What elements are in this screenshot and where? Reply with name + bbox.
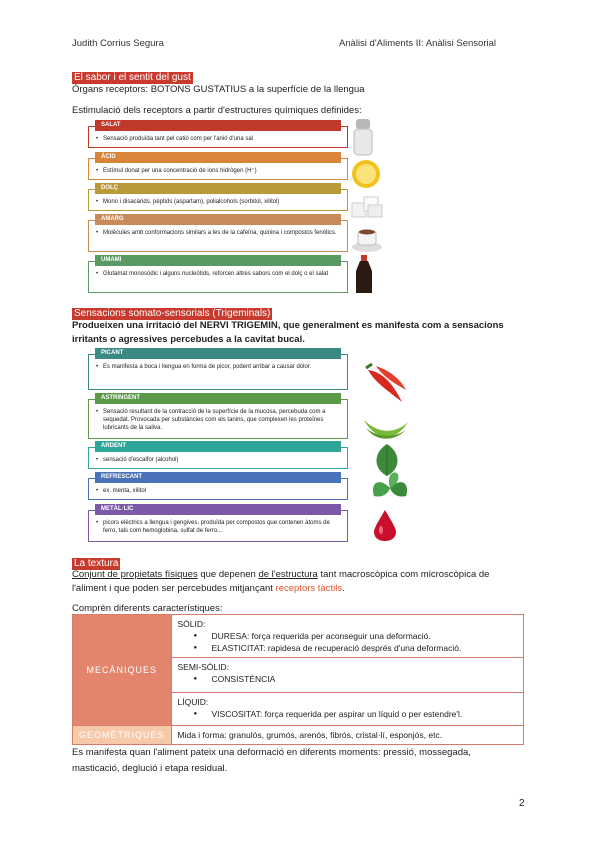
sense-card-text: • sensació d'escalfor (alcohol)	[89, 448, 347, 466]
sense-card-label: AMARG	[95, 214, 341, 225]
sense-card	[88, 350, 348, 390]
solid-cell	[171, 615, 523, 658]
texture-end-line2: masticació, deglució i etapa residual.	[72, 763, 228, 774]
sense-card	[88, 257, 348, 293]
sense-card-text: • picors elèctrics a llengua i gengives, produïda per compostos que contenen àtoms de ferro, tals com hemoglobina, sulfat de ferro...	[89, 511, 347, 537]
taste-section-title: El sabor i el sentit del gust	[74, 72, 191, 83]
trigeminal-paragraph-line2: irritants o agressives percebudes a la cavitat bucal.	[72, 334, 305, 345]
sense-card-label: REFRESCANT	[95, 472, 341, 483]
texture-table	[72, 614, 524, 745]
lemon-icon	[350, 157, 382, 191]
texture-l1d: tant macroscòpica com microscòpica de	[317, 569, 490, 580]
texture-l1a: Conjunt de propietats físiques	[72, 569, 198, 580]
liquid-cell	[171, 693, 523, 726]
liquid-item: ● VISCOSITAT: força requerida per aspirar un líquid o per estendre'l.	[212, 708, 517, 720]
sense-card-label: METÀL·LIC	[95, 504, 341, 515]
geometric-text: Mida i forma: granulós, grumós, arenós, fibrós, cristal·lí, esponjós, etc.	[171, 726, 523, 745]
texture-line2	[72, 581, 345, 596]
texture-comprises: Comprèn diferents característiques:	[72, 603, 223, 614]
sense-card-label: DOLÇ	[95, 183, 341, 194]
chili-pepper-icon	[362, 362, 410, 412]
texture-end-line1: Es manifesta quan l'aliment pateix una deformació en diferents moments: pressió, mossegada,	[72, 747, 471, 758]
sense-card	[88, 506, 348, 542]
mechanical-label: MECÀNIQUES	[73, 615, 172, 726]
sense-card	[88, 122, 348, 148]
sugar-cubes-icon	[350, 193, 384, 219]
sense-card-text: • Molècules amb conformacions similars a les de la cafeïna, quinina i compostos fenòlics.	[89, 221, 347, 239]
texture-l1c: de l'estructura	[258, 569, 318, 580]
page-number: 2	[519, 798, 525, 809]
organs-line	[72, 82, 365, 97]
coffee-cup-icon	[350, 225, 384, 253]
salt-shaker-icon	[350, 117, 376, 157]
sense-card	[88, 474, 348, 500]
texture-l2c: .	[342, 583, 345, 594]
sense-card	[88, 395, 348, 439]
sense-card-text: • Estímul donat per una concentració de ions hidrògen (H⁺)	[89, 159, 347, 177]
blood-drop-icon	[372, 508, 398, 542]
texture-line1	[72, 567, 489, 582]
solid-item: ● DURESA: força requerida per aconseguir una deformació.	[212, 630, 517, 642]
sense-card	[88, 216, 348, 252]
sense-card	[88, 154, 348, 180]
soy-sauce-icon	[352, 255, 376, 295]
sense-card-text: • Es manifesta a boca i llengua en forma de picor, podent arribar a causar dolor.	[89, 355, 347, 373]
sense-card-text: • Glutamat monosòdic i alguns nucleòtids, reforcen altres sabors com el dolç o el salat	[89, 262, 347, 280]
sense-card-label: ÀCID	[95, 152, 341, 163]
semisolid-cell	[171, 658, 523, 693]
organs-value: BOTONS GUSTATIUS	[150, 84, 247, 95]
geometric-label: GEOMÈTRIQUES	[73, 726, 172, 745]
organs-rest: a la superfície de la llengua	[248, 84, 365, 95]
sense-card-label: ARDENT	[95, 441, 341, 452]
solid-label: SÒLID:	[177, 619, 206, 629]
sense-card-text: • ex. menta, xilitol	[89, 479, 347, 497]
green-banana-icon	[362, 414, 410, 444]
trigeminal-paragraph-line1: Produeixen una irritació del NERVI TRIGEMIN, que generalment es manifesta com a sensacions	[72, 320, 504, 331]
organs-label: Òrgans receptors:	[72, 84, 149, 95]
sense-card	[88, 443, 348, 469]
sense-card-label: PICANT	[95, 348, 341, 359]
sense-card-text: • Mono i disacàrids, pèptids (aspartam), polialcohols (sorbitol, xilitol)	[89, 190, 347, 208]
stimulation-text: Estimulació dels receptors a partir d'estructures químiques definides:	[72, 105, 362, 116]
sense-card-label: ASTRINGENT	[95, 393, 341, 404]
sense-card-label: SALAT	[95, 120, 341, 131]
sense-card	[88, 185, 348, 211]
texture-l1b: que depenen	[197, 569, 259, 580]
texture-l2b: receptors tàctils	[275, 583, 343, 594]
header-course: Anàlisi d'Aliments II: Anàlisi Sensorial	[338, 38, 496, 49]
sense-card-text: • Sensació produïda tant pel catió com per l'anió d'una sal	[89, 127, 347, 145]
sense-card-label: UMAMI	[95, 255, 341, 266]
texture-l2a: l'aliment i que poden ser percebudes mitjançant	[72, 583, 276, 594]
mint-leaves-icon	[368, 470, 412, 506]
liquid-label: LÍQUID:	[177, 697, 209, 707]
solid-item: ● ELASTICITAT: rapidesa de recuperació després d'una deformació.	[212, 642, 517, 654]
semisolid-label: SEMI-SÒLID:	[177, 662, 229, 672]
texture-section-title: La textura	[74, 558, 119, 569]
header-author: Judith Corrius Segura	[72, 38, 164, 49]
semisolid-item: ● CONSISTÈNCIA	[212, 673, 517, 685]
trigeminal-section-title: Sensacions somato-sensorials (Trigeminals)	[74, 308, 271, 319]
sense-card-text: • Sensació resultant de la contracció de la superfície de la mucosa, percebuda com a sequedat. Provocada per substàncies com els tanins, que complexen les proteïnes lubricants de la saliva.	[89, 400, 347, 434]
